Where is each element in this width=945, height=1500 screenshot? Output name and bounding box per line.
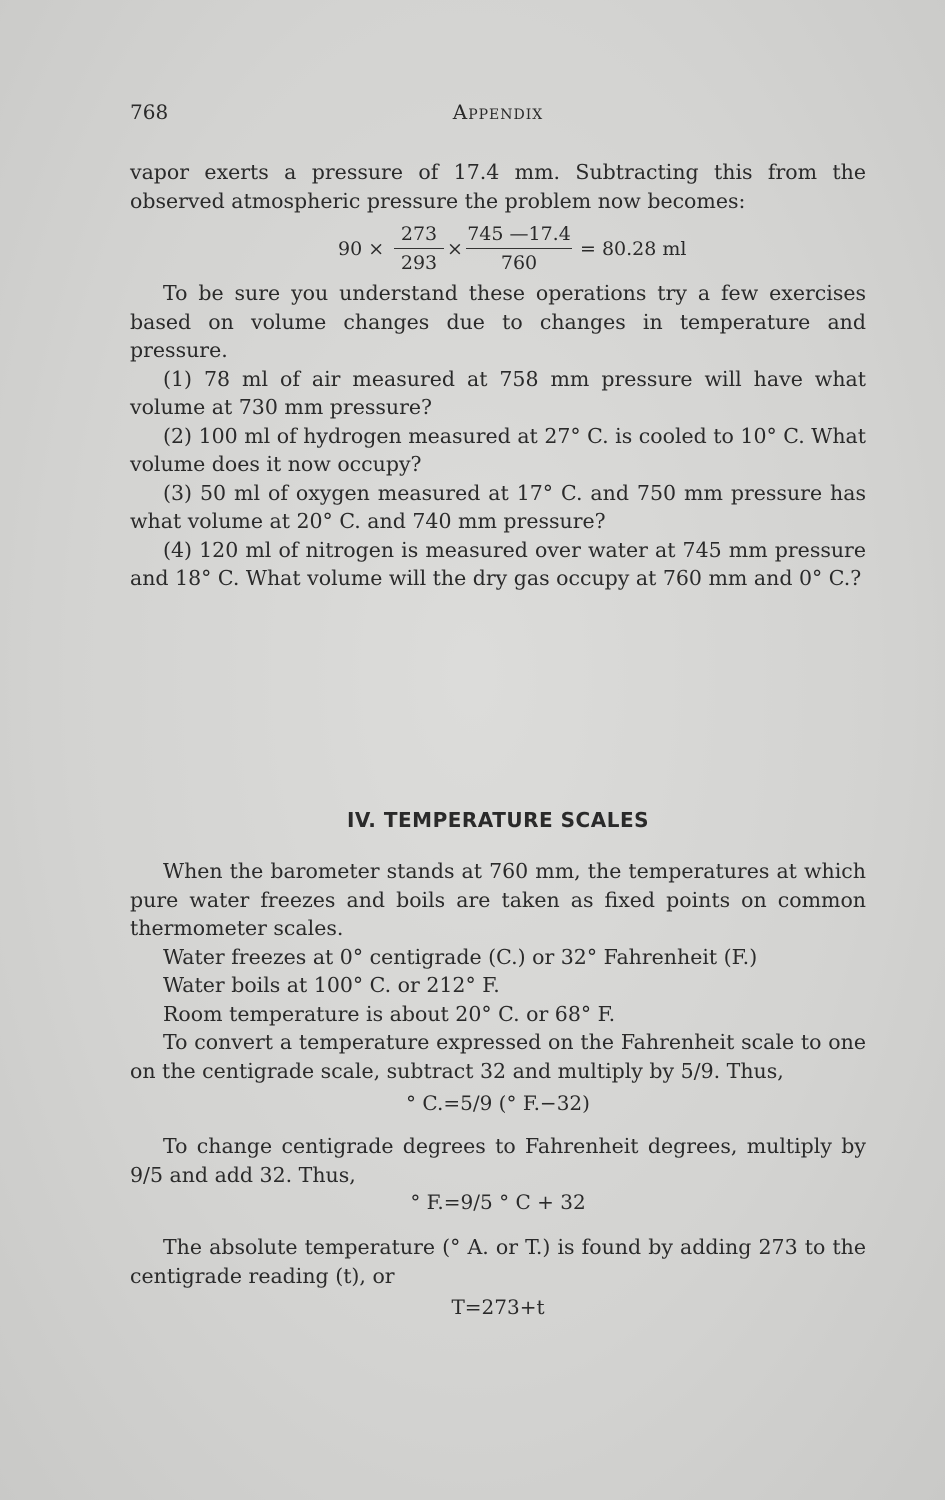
exercise-3: (3) 50 ml of oxygen measured at 17° C. and 750 mm pressure has what volume at 20° C. and 740 mm pressure?: [130, 480, 866, 533]
formula-fahrenheit: ° F.=9/5 ° C + 32: [410, 1190, 586, 1214]
fraction-pressure: [466, 222, 572, 275]
paragraph-change-block: [130, 1132, 866, 1189]
line-freezing-point: Water freezes at 0° centigrade (C.) or 32° Fahrenheit (F.): [163, 944, 758, 969]
exercises-block: [130, 279, 866, 593]
fraction-denominator: 293: [400, 252, 438, 274]
paragraph-instructions: To be sure you understand these operations try a few exercises based on volume changes due to changes in temperature and pressure.: [130, 281, 866, 362]
paragraph-text: vapor exerts a pressure of 17.4 mm. Subtracting this from the observed atmospheric pressure the problem now becomes:: [130, 160, 866, 213]
paragraph-fixed-points: When the barometer stands at 760 mm, the temperatures at which pure water freezes and boils are taken as fixed points on common thermometer scales.: [130, 859, 866, 940]
line-boiling-point: Water boils at 100° C. or 212° F.: [163, 973, 500, 997]
fraction-bar: [466, 248, 572, 249]
fraction-bar: [394, 248, 444, 249]
paragraph-convert: To convert a temperature expressed on the Fahrenheit scale to one on the centigrade scale, subtract 32 and multiply by 5/9. Thus,: [130, 1030, 866, 1083]
running-head: Appendix: [452, 100, 544, 124]
equation-result: = 80.28 ml: [580, 238, 687, 260]
equation-lead: 90 ×: [338, 238, 385, 260]
paragraph-absolute: The absolute temperature (° A. or T.) is found by adding 273 to the centigrade reading (t), or: [130, 1235, 866, 1288]
temperature-scales-block: [130, 857, 866, 1085]
exercise-4: (4) 120 ml of nitrogen is measured over water at 745 mm pressure and 18° C. What volume will the dry gas occupy at 760 mm and 0° C.?: [130, 537, 866, 590]
fraction-numerator: 273: [400, 223, 438, 245]
paragraph-change: To change centigrade degrees to Fahrenheit degrees, multiply by 9/5 and add 32. Thus,: [130, 1134, 866, 1187]
paragraph-absolute-block: [130, 1233, 866, 1290]
fraction-temperature: [394, 222, 444, 275]
equation-times: ×: [447, 238, 463, 260]
formula-absolute: T=273+t: [451, 1295, 545, 1319]
fraction-denominator: 760: [500, 252, 538, 274]
formula-celsius: ° C.=5/9 (° F.−32): [406, 1091, 590, 1115]
exercise-1: (1) 78 ml of air measured at 758 mm pressure will have what volume at 730 mm pressure?: [130, 366, 866, 419]
section-title: IV. TEMPERATURE SCALES: [346, 808, 650, 832]
page-header: [130, 100, 866, 130]
line-room-temperature: Room temperature is about 20° C. or 68° F.: [163, 1001, 616, 1026]
page-number: 768: [130, 100, 169, 124]
pressure-equation: [130, 220, 866, 280]
fraction-numerator: 745 —17.4: [467, 223, 571, 245]
paragraph-vapor-pressure: [130, 158, 866, 215]
exercise-2: (2) 100 ml of hydrogen measured at 27° C. is cooled to 10° C. What volume does it now occupy?: [130, 423, 866, 476]
